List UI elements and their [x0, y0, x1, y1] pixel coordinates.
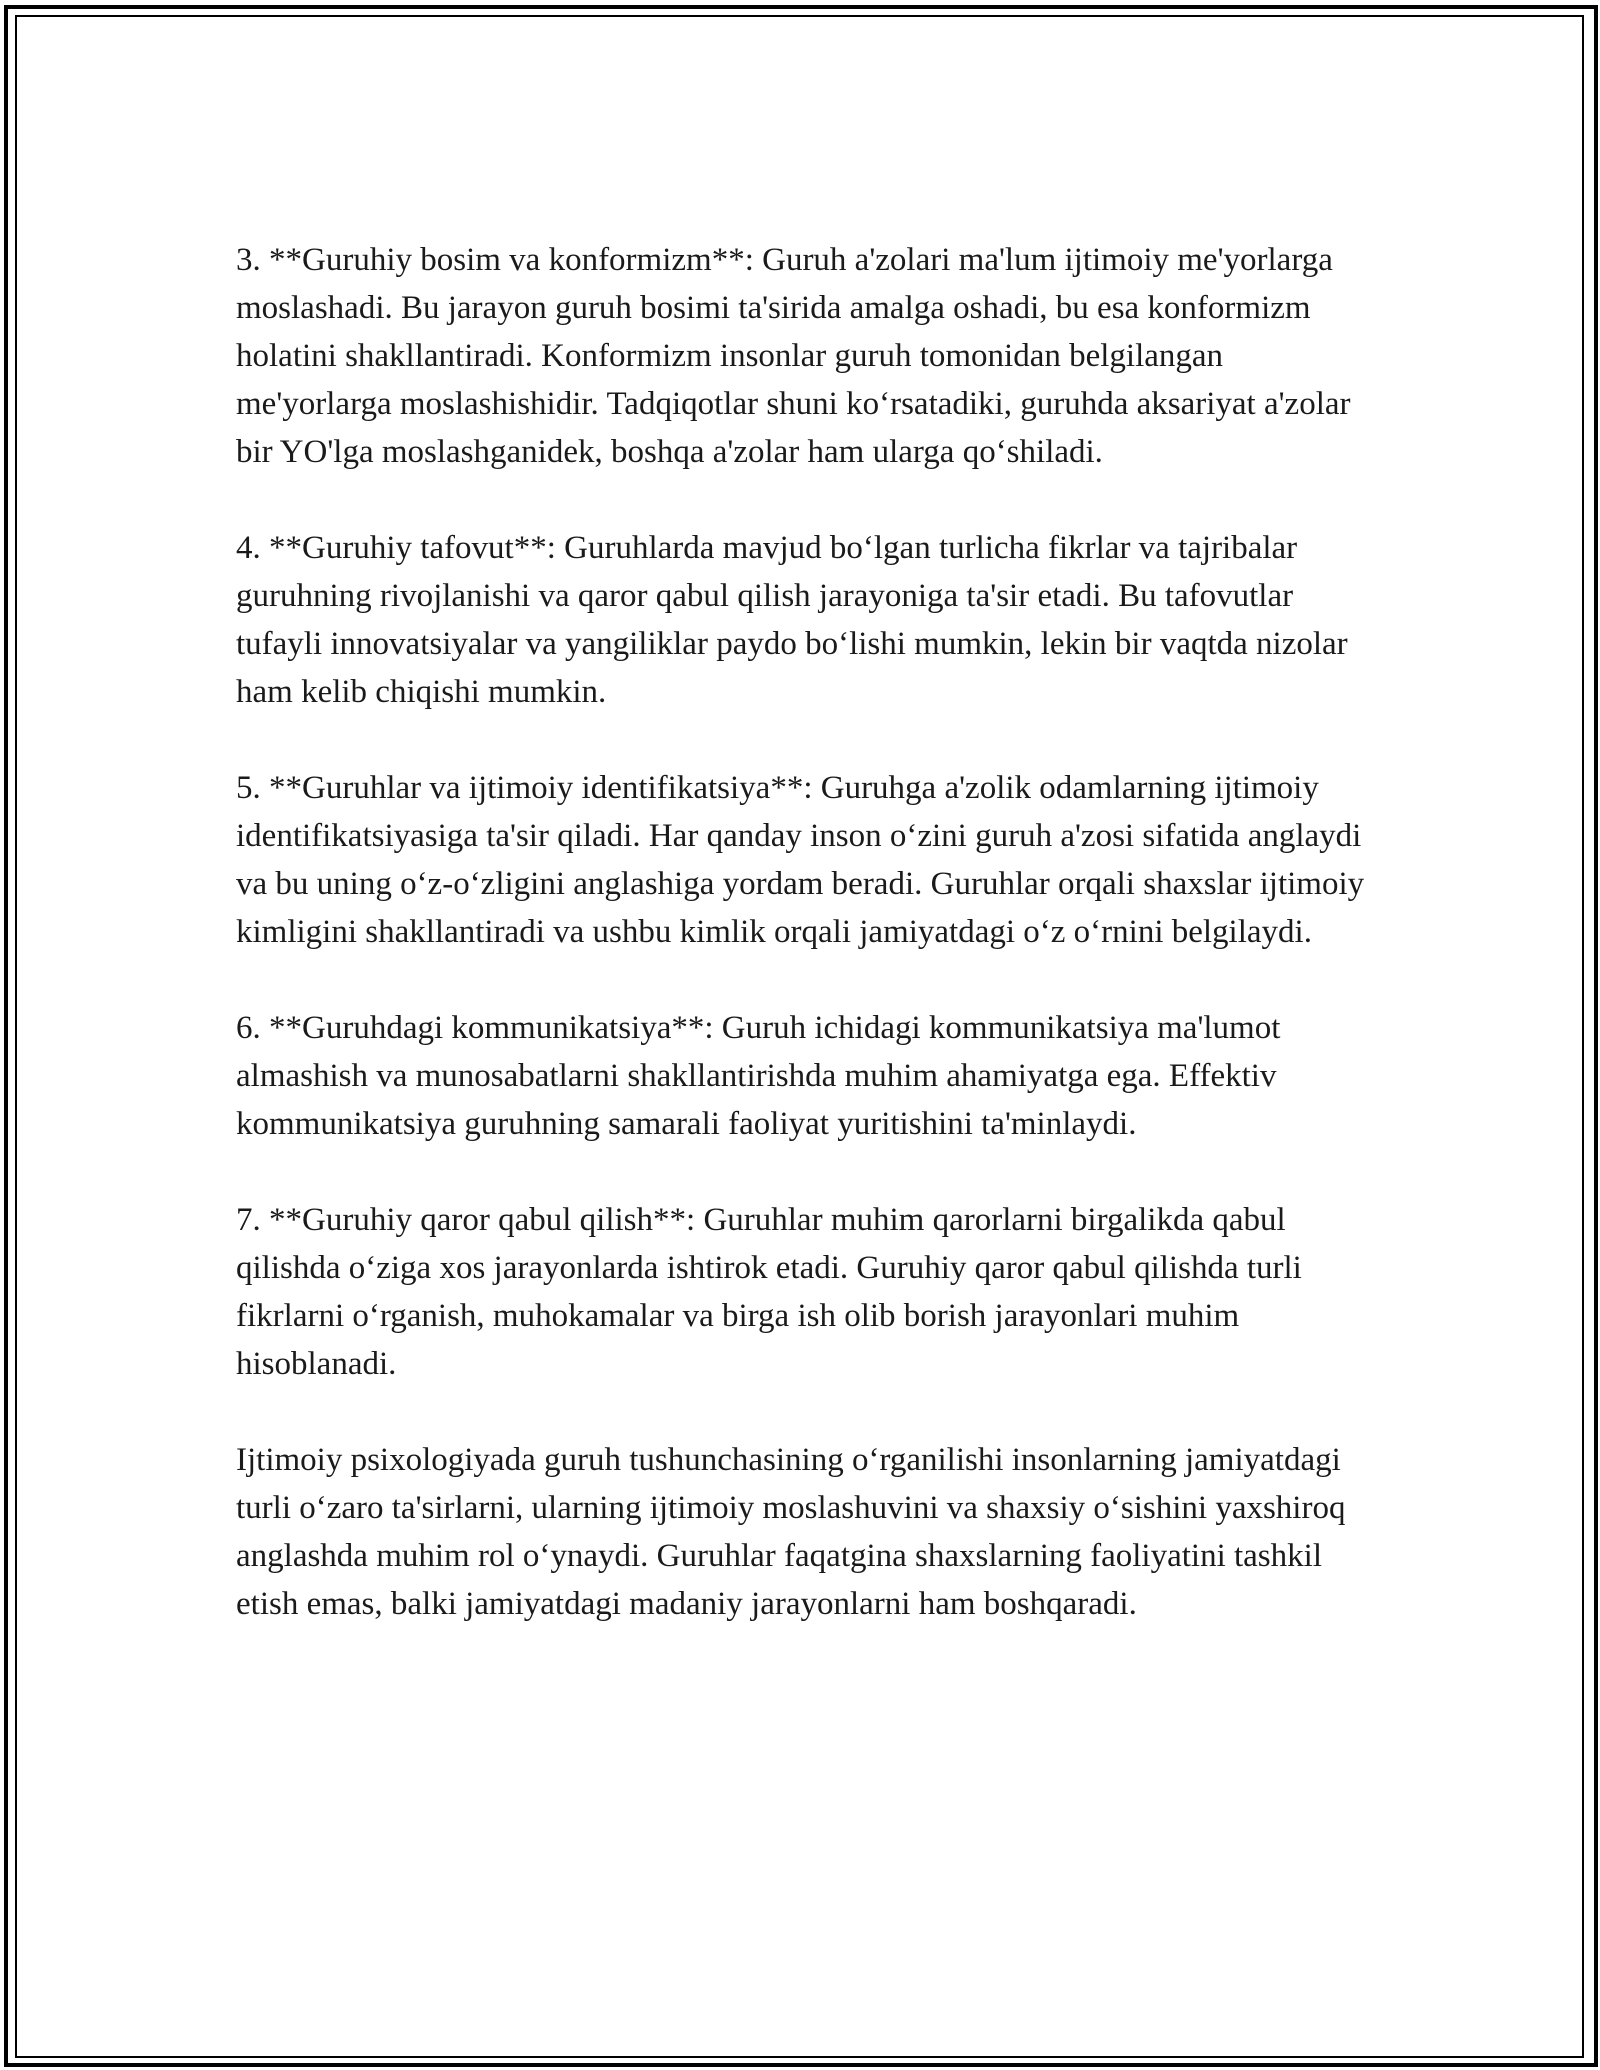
paragraph-group-pressure: 3. **Guruhiy bosim va konformizm**: Guruh a'zolari ma'lum ijtimoiy me'yorlarga moslashadi. Bu jarayon guruh bosimi ta'sirida amalga oshadi, bu esa konformizm holatini shakllantiradi. Konformizm insonlar guruh tomonidan belgilangan me'yorlarga moslashishidir. Tadqiqotlar shuni ko‘rsatadiki, guruhda aksariyat a'zolar bir YO'lga moslashganidek, boshqa a'zolar ham ularga qo‘shiladi.: [236, 242, 1351, 470]
paragraph-group-difference: 4. **Guruhiy tafovut**: Guruhlarda mavjud bo‘lgan turlicha fikrlar va tajribalar guruhning rivojlanishi va qaror qabul qilish jarayoniga ta'sir etadi. Bu tafovutlar tufayli innovatsiyalar va yangiliklar paydo bo‘lishi mumkin, lekin bir vaqtda nizolar ham kelib chiqishi mumkin.: [236, 530, 1348, 710]
paragraph-group-communication: 6. **Guruhdagi kommunikatsiya**: Guruh ichidagi kommunikatsiya ma'lumot almashish va munosabatlarni shakllantirishda muhim ahamiyatga ega. Effektiv kommunikatsiya guruhning samarali faoliyat yuritishini ta'minlaydi.: [236, 1010, 1281, 1142]
document-body: [236, 236, 1386, 1628]
paragraph-group-decision: 7. **Guruhiy qaror qabul qilish**: Guruhlar muhim qarorlarni birgalikda qabul qilishda o‘ziga xos jarayonlarda ishtirok etadi. Guruhiy qaror qabul qilishda turli fikrlarni o‘rganish, muhokamalar va birga ish olib borish jarayonlari muhim hisoblanadi.: [236, 1202, 1302, 1382]
paragraph-social-identification: 5. **Guruhlar va ijtimoiy identifikatsiya**: Guruhga a'zolik odamlarning ijtimoiy identifikatsiyasiga ta'sir qiladi. Har qanday inson o‘zini guruh a'zosi sifatida anglaydi va bu uning o‘z-o‘zligini anglashiga yordam beradi. Guruhlar orqali shaxslar ijtimoiy kimligini shakllantiradi va ushbu kimlik orqali jamiyatdagi o‘z o‘rnini belgilaydi.: [236, 770, 1365, 950]
paragraph-conclusion: Ijtimoiy psixologiyada guruh tushunchasining o‘rganilishi insonlarning jamiyatdagi turli o‘zaro ta'sirlarni, ularning ijtimoiy moslashuvini va shaxsiy o‘sishini yaxshiroq anglashda muhim rol o‘ynaydi. Guruhlar faqatgina shaxslarning faoliyatini tashkil etish emas, balki jamiyatdagi madaniy jarayonlarni ham boshqaradi.: [236, 1442, 1346, 1622]
